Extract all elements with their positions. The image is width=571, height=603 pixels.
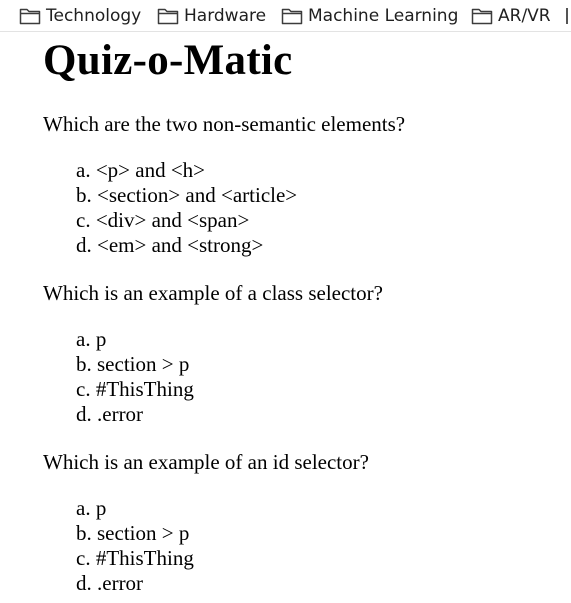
bookmark-label: Hardware <box>184 6 267 26</box>
answer-option: b. section > p <box>76 521 190 545</box>
question-text: Which is an example of a class selector? <box>43 281 383 305</box>
folder-icon <box>19 7 41 25</box>
bookmark-technology[interactable] <box>19 5 141 27</box>
bookmarks-bar <box>0 0 571 32</box>
bookmark-label: Technology <box>46 6 142 26</box>
answer-options <box>76 327 194 427</box>
answer-option: a. p <box>76 327 107 351</box>
answer-options <box>76 158 297 258</box>
answer-option: d. .error <box>76 571 144 595</box>
answer-option: b. <section> and <article> <box>76 183 298 207</box>
answer-option: c. #ThisThing <box>76 546 194 570</box>
folder-icon <box>471 7 493 25</box>
question-text: Which is an example of an id selector? <box>43 450 369 474</box>
folder-icon <box>157 7 179 25</box>
question-text: Which are the two non-semantic elements? <box>43 112 406 136</box>
answer-option: d. <em> and <strong> <box>76 233 264 257</box>
answer-option: a. p <box>76 496 107 520</box>
answer-options <box>76 496 194 596</box>
bookmarks-overflow-divider <box>566 8 568 24</box>
page-title: Quiz-o-Matic <box>43 37 293 84</box>
bookmark-label: AR/VR <box>498 6 551 26</box>
bookmark-ar-vr[interactable] <box>471 5 551 27</box>
bookmark-machine-learning[interactable] <box>281 5 458 27</box>
bookmark-hardware[interactable] <box>157 5 266 27</box>
answer-option: a. <p> and <h> <box>76 158 206 182</box>
answer-option: c. #ThisThing <box>76 377 194 401</box>
folder-icon <box>281 7 303 25</box>
answer-option: b. section > p <box>76 352 190 376</box>
answer-option: c. <div> and <span> <box>76 208 250 232</box>
page-content <box>43 32 563 595</box>
bookmark-label: Machine Learning <box>308 6 459 26</box>
answer-option: d. .error <box>76 402 144 426</box>
